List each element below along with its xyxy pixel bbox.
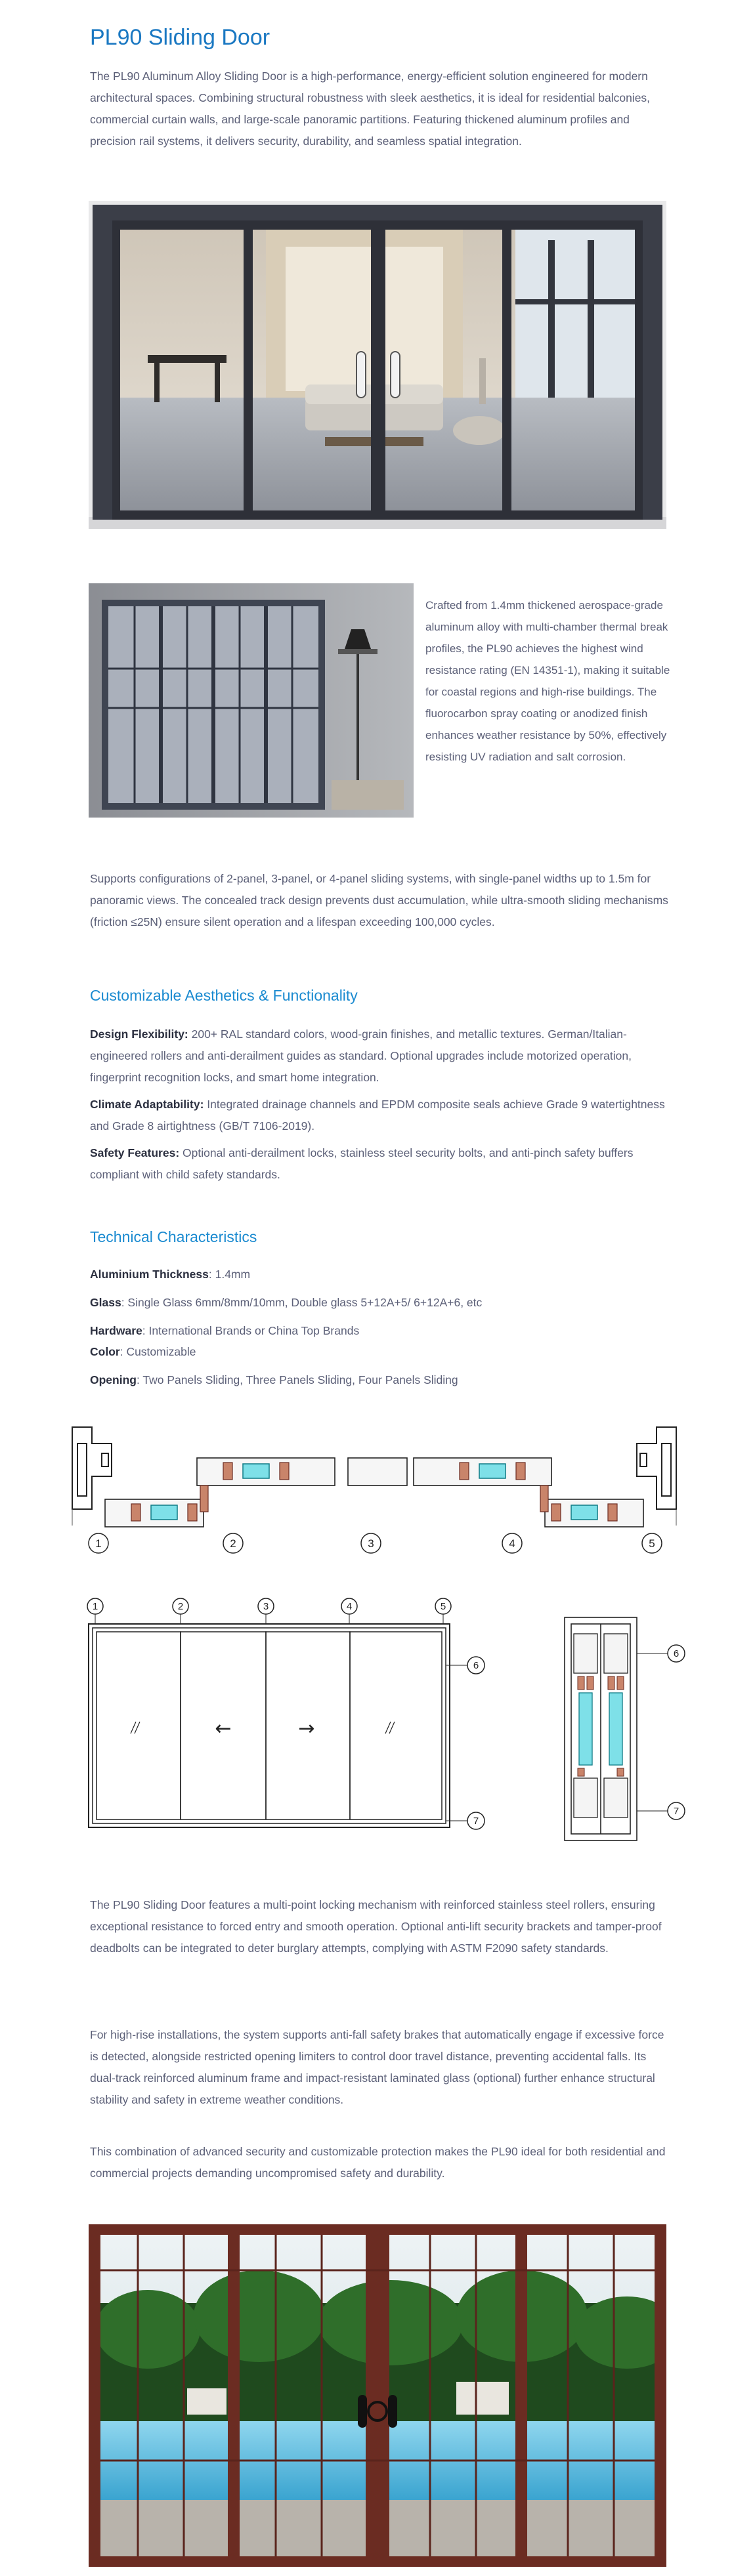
section-number: 4 <box>509 1537 515 1550</box>
arrow-right-icon: → <box>298 1717 315 1740</box>
elevation-number: 2 <box>177 1601 184 1612</box>
spec-thickness: Aluminium Thickness: 1.4mm <box>90 1268 251 1281</box>
closing-paragraph: This combination of advanced security and customizable protection makes the PL90 ideal for both residential and commercial projects demanding uncompromised safety and durability. <box>90 2145 666 2180</box>
custom-item: Safety Features: Optional anti-derailment locks, stainless steel security bolts, and anti-pinch safety buffers compliant with child safety standards. <box>90 1146 634 1181</box>
spec-glass: Glass: Single Glass 6mm/8mm/10mm, Double glass 5+12A+5/ 6+12A+6, etc <box>90 1296 483 1309</box>
elevation-number: 5 <box>440 1601 446 1612</box>
section-number: 1 <box>95 1537 102 1550</box>
crafted-paragraph: Crafted from 1.4mm thickened aerospace-grade aluminum alloy with multi-chamber thermal break profiles, the PL90 achieves the highest wind resistance rating (EN 14351-1), making it suitable for coastal regions and high-rise buildings. The fluorocarbon spray coating or anodized finish enhances weather resistance by 50%, effectively resisting UV radiation and salt corrosion. <box>425 599 670 763</box>
highrise-paragraph: For high-rise installations, the system supports anti-fall safety brakes that automatically engage if excessive force is detected, alongside restricted opening limiters to control door travel distance, preventing accidental falls. Its dual-track reinforced aluminum frame and impact-resistant laminated glass (optional) further enhance structural stability and safety in extreme weather conditions. <box>90 2028 664 2106</box>
intro-paragraph: The PL90 Aluminum Alloy Sliding Door is a high-performance, energy-efficient solution engineered for modern architectural spaces. Combining structural robustness with sleek aesthetics, it is ideal for residential balconies, commercial curtain walls, and large-scale panoramic partitions. Featuring thickened aluminum profiles and precision rail systems, it delivers security, durability, and seamless spatial integration. <box>90 70 651 148</box>
callout-number: 7 <box>473 1816 479 1827</box>
elevation-number: 1 <box>92 1601 98 1612</box>
grid-door-photo <box>89 583 414 818</box>
spec-color: Color: Customizable <box>90 1345 196 1358</box>
poolside-door-photo <box>89 2224 666 2567</box>
callout-number: 6 <box>473 1660 479 1671</box>
elevation-number: 3 <box>263 1601 269 1612</box>
spec-hardware: Hardware: International Brands or China Top Brands <box>90 1324 360 1337</box>
elevation-number: 4 <box>346 1601 353 1612</box>
custom-list <box>90 1024 674 1186</box>
locking-paragraph: The PL90 Sliding Door features a multi-point locking mechanism with reinforced stainless steel rollers, ensuring exceptional resistance to forced entry and smooth operation. Optional anti-lift security brackets and tamper-proof deadbolts can be integrated to deter burglary attempts, complying with ASTM F2090 safety standards. <box>90 1898 662 1955</box>
custom-item: Design Flexibility: 200+ RAL standard colors, wood-grain finishes, and metallic textures. German/Italian-engineered rollers and anti-derailment guides as standard. Optional upgrades include motorized operation, fingerprint recognition locks, and smart home integration. <box>90 1028 632 1084</box>
section-number: 5 <box>649 1537 655 1550</box>
custom-heading: Customizable Aesthetics & Functionality <box>90 987 358 1004</box>
living-room-door-photo <box>89 201 666 529</box>
arrow-left-icon: ← <box>215 1717 232 1740</box>
spec-opening: Opening: Two Panels Sliding, Three Panels Sliding, Four Panels Sliding <box>90 1373 458 1386</box>
callout-number: 6 <box>673 1648 680 1659</box>
elevation-diagram <box>76 1594 496 1844</box>
configs-paragraph: Supports configurations of 2-panel, 3-panel, or 4-panel sliding systems, with single-panel widths up to 1.5m for panoramic views. The concealed track design prevents dust accumulation, while ultra-smooth sliding mechanisms (friction ≤25N) ensure silent operation and a lifespan exceeding 100,000 cycles. <box>90 872 668 928</box>
section-number: 3 <box>368 1537 374 1550</box>
callout-number: 7 <box>673 1806 680 1817</box>
tech-heading: Technical Characteristics <box>90 1228 257 1245</box>
section-number: 2 <box>230 1537 236 1550</box>
vertical-section-diagram <box>551 1614 699 1844</box>
page-title: PL90 Sliding Door <box>90 25 270 50</box>
profile-section-diagram <box>66 1424 683 1555</box>
custom-item: Climate Adaptability: Integrated drainage channels and EPDM composite seals achieve Grade 9 watertightness and Grade 8 airtightness (GB/T 7106-2019). <box>90 1098 665 1132</box>
